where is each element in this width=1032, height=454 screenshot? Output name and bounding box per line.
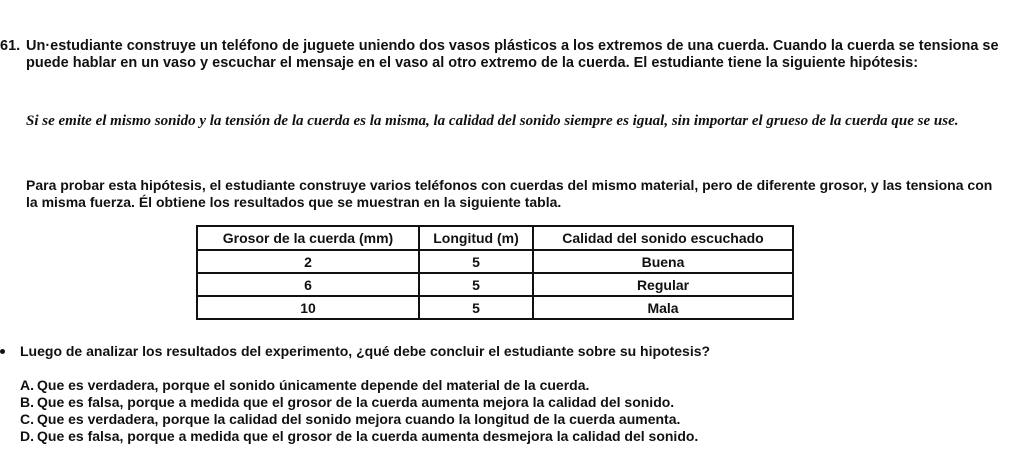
question-prompt: Luego de analizar los resultados del experimento, ¿qué debe concluir el estudiante sobre su hipotesis? — [20, 343, 711, 359]
table-row — [197, 273, 793, 296]
table-header-row — [197, 226, 793, 250]
bullet-dot — [0, 349, 5, 354]
cell-grosor: 2 — [197, 250, 419, 273]
results-table — [196, 225, 794, 320]
option-c[interactable] — [20, 411, 698, 428]
cell-longitud: 5 — [419, 250, 533, 273]
option-letter: D. — [20, 428, 34, 444]
cell-longitud: 5 — [419, 273, 533, 296]
option-a[interactable] — [20, 377, 698, 394]
option-text: Que es falsa, porque a medida que el grosor de la cuerda aumenta desmejora la calidad del sonido. — [37, 428, 699, 444]
option-d[interactable] — [20, 428, 698, 445]
question-number: 61. — [0, 38, 21, 54]
table-row — [197, 296, 793, 319]
cell-longitud: 5 — [419, 296, 533, 319]
cell-calidad: Mala — [533, 296, 793, 319]
answer-options — [20, 377, 698, 445]
option-letter: C. — [20, 411, 34, 427]
question-stem: Un·estudiante construye un teléfono de juguete uniendo dos vasos plásticos a los extremos de una cuerda. Cuando la cuerda se tensiona se puede hablar en un vaso y escuchar el mensaje en el vaso al otro extremo de la cuerda. El estudiante tiene la siguiente hipótesis: — [26, 38, 999, 71]
header-calidad: Calidad del sonido escuchado — [533, 226, 793, 250]
option-text: Que es verdadera, porque el sonido únicamente depende del material de la cuerda. — [37, 377, 590, 393]
cell-calidad: Regular — [533, 273, 793, 296]
header-longitud: Longitud (m) — [419, 226, 533, 250]
table-row — [197, 250, 793, 273]
header-grosor: Grosor de la cuerda (mm) — [197, 226, 419, 250]
option-text: Que es falsa, porque a medida que el grosor de la cuerda aumenta mejora la calidad del sonido. — [37, 394, 675, 410]
cell-calidad: Buena — [533, 250, 793, 273]
option-letter: B. — [20, 394, 34, 410]
cell-grosor: 6 — [197, 273, 419, 296]
hypothesis-text: Si se emite el mismo sonido y la tensión de la cuerda es la misma, la calidad del sonido siempre es igual, sin importar el grueso de la cuerda que se use. — [26, 113, 959, 129]
procedure-text: Para probar esta hipótesis, el estudiante construye varios teléfonos con cuerdas del mismo material, pero de diferente grosor, y las tensiona con la misma fuerza. Él obtiene los resultados que se muestran en la siguiente tabla. — [26, 177, 993, 210]
option-b[interactable] — [20, 394, 698, 411]
option-text: Que es verdadera, porque la calidad del sonido mejora cuando la longitud de la cuerda aumenta. — [37, 411, 681, 427]
option-letter: A. — [20, 377, 34, 393]
cell-grosor: 10 — [197, 296, 419, 319]
question-header — [0, 38, 1000, 72]
